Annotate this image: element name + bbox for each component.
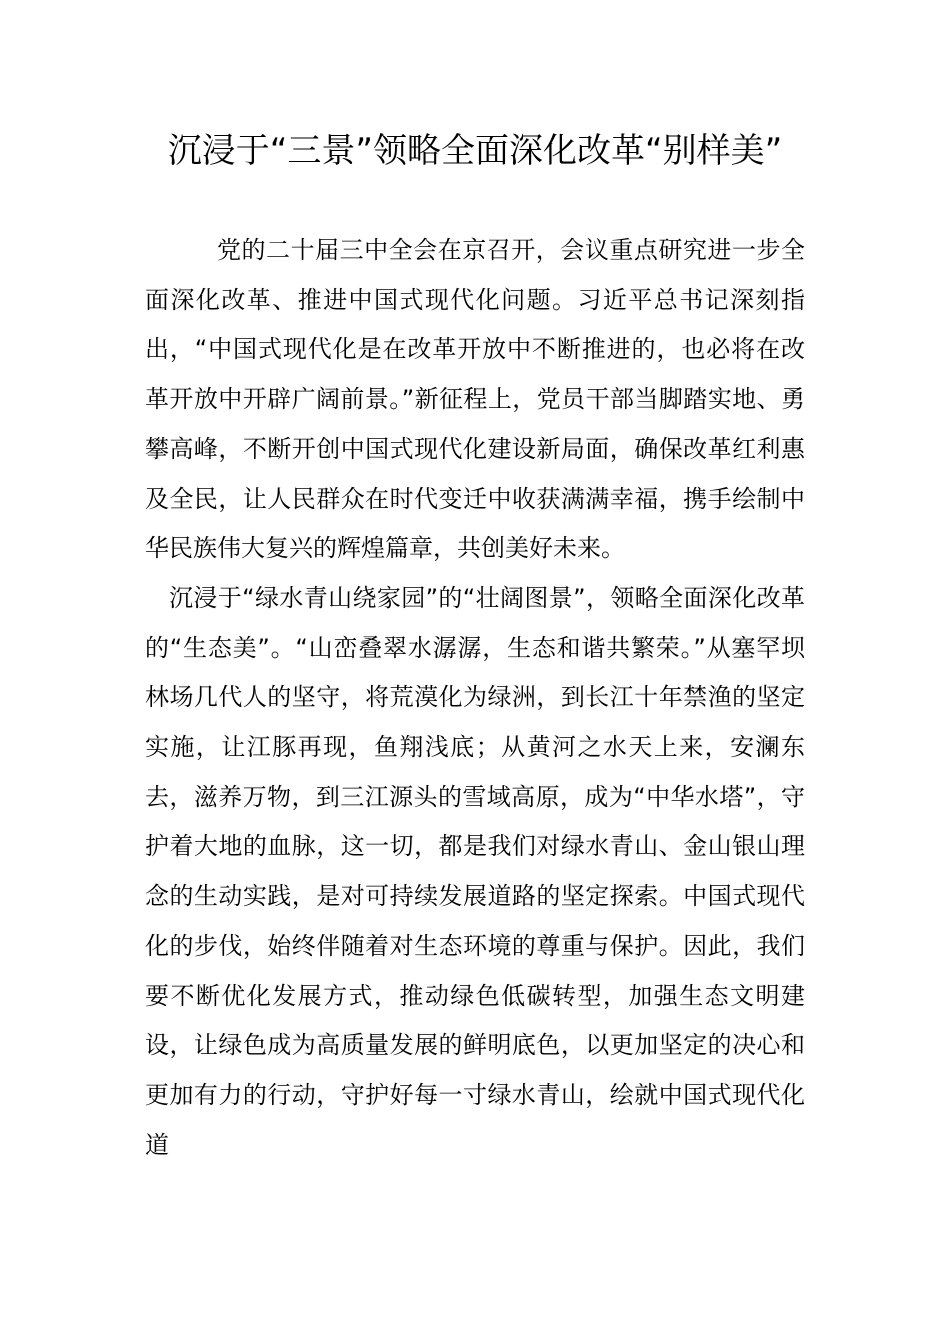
document-title: 沉浸于“三景”领略全面深化改革“别样美” xyxy=(167,131,783,171)
document-body xyxy=(145,226,805,1170)
paragraph-2: 沉浸于“绿水青山绕家园”的“壮阔图景”，领略全面深化改革的“生态美”。“山峦叠翠水潺潺，生态和谐共繁荣。”从塞罕坝林场几代人的坚守，将荒漠化为绿洲，到长江十年禁渔的坚定实施，让江豚再现，鱼翔浅底；从黄河之水天上来，安澜东去，滋养万物，到三江源头的雪域高原，成为“中华水塔”，守护着大地的血脉，这一切，都是我们对绿水青山、金山银山理念的生动实践，是对可持续发展道路的坚定探索。中国式现代化的步伐，始终伴随着对生态环境的尊重与保护。因此，我们要不断优化发展方式，推动绿色低碳转型，加强生态文明建设，让绿色成为高质量发展的鲜明底色，以更加坚定的决心和更加有力的行动，守护好每一寸绿水青山，绘就中国式现代化道 xyxy=(145,583,805,1159)
paragraph-1: 党的二十届三中全会在京召开，会议重点研究进一步全面深化改革、推进中国式现代化问题。习近平总书记深刻指出，“中国式现代化是在改革开放中不断推进的，也必将在改革开放中开辟广阔前景。”新征程上，党员干部当脚踏实地、勇攀高峰，不断开创中国式现代化建设新局面，确保改革红利惠及全民，让人民群众在时代变迁中收获满满幸福，携手绘制中华民族伟大复兴的辉煌篇章，共创美好未来。 xyxy=(145,236,805,563)
